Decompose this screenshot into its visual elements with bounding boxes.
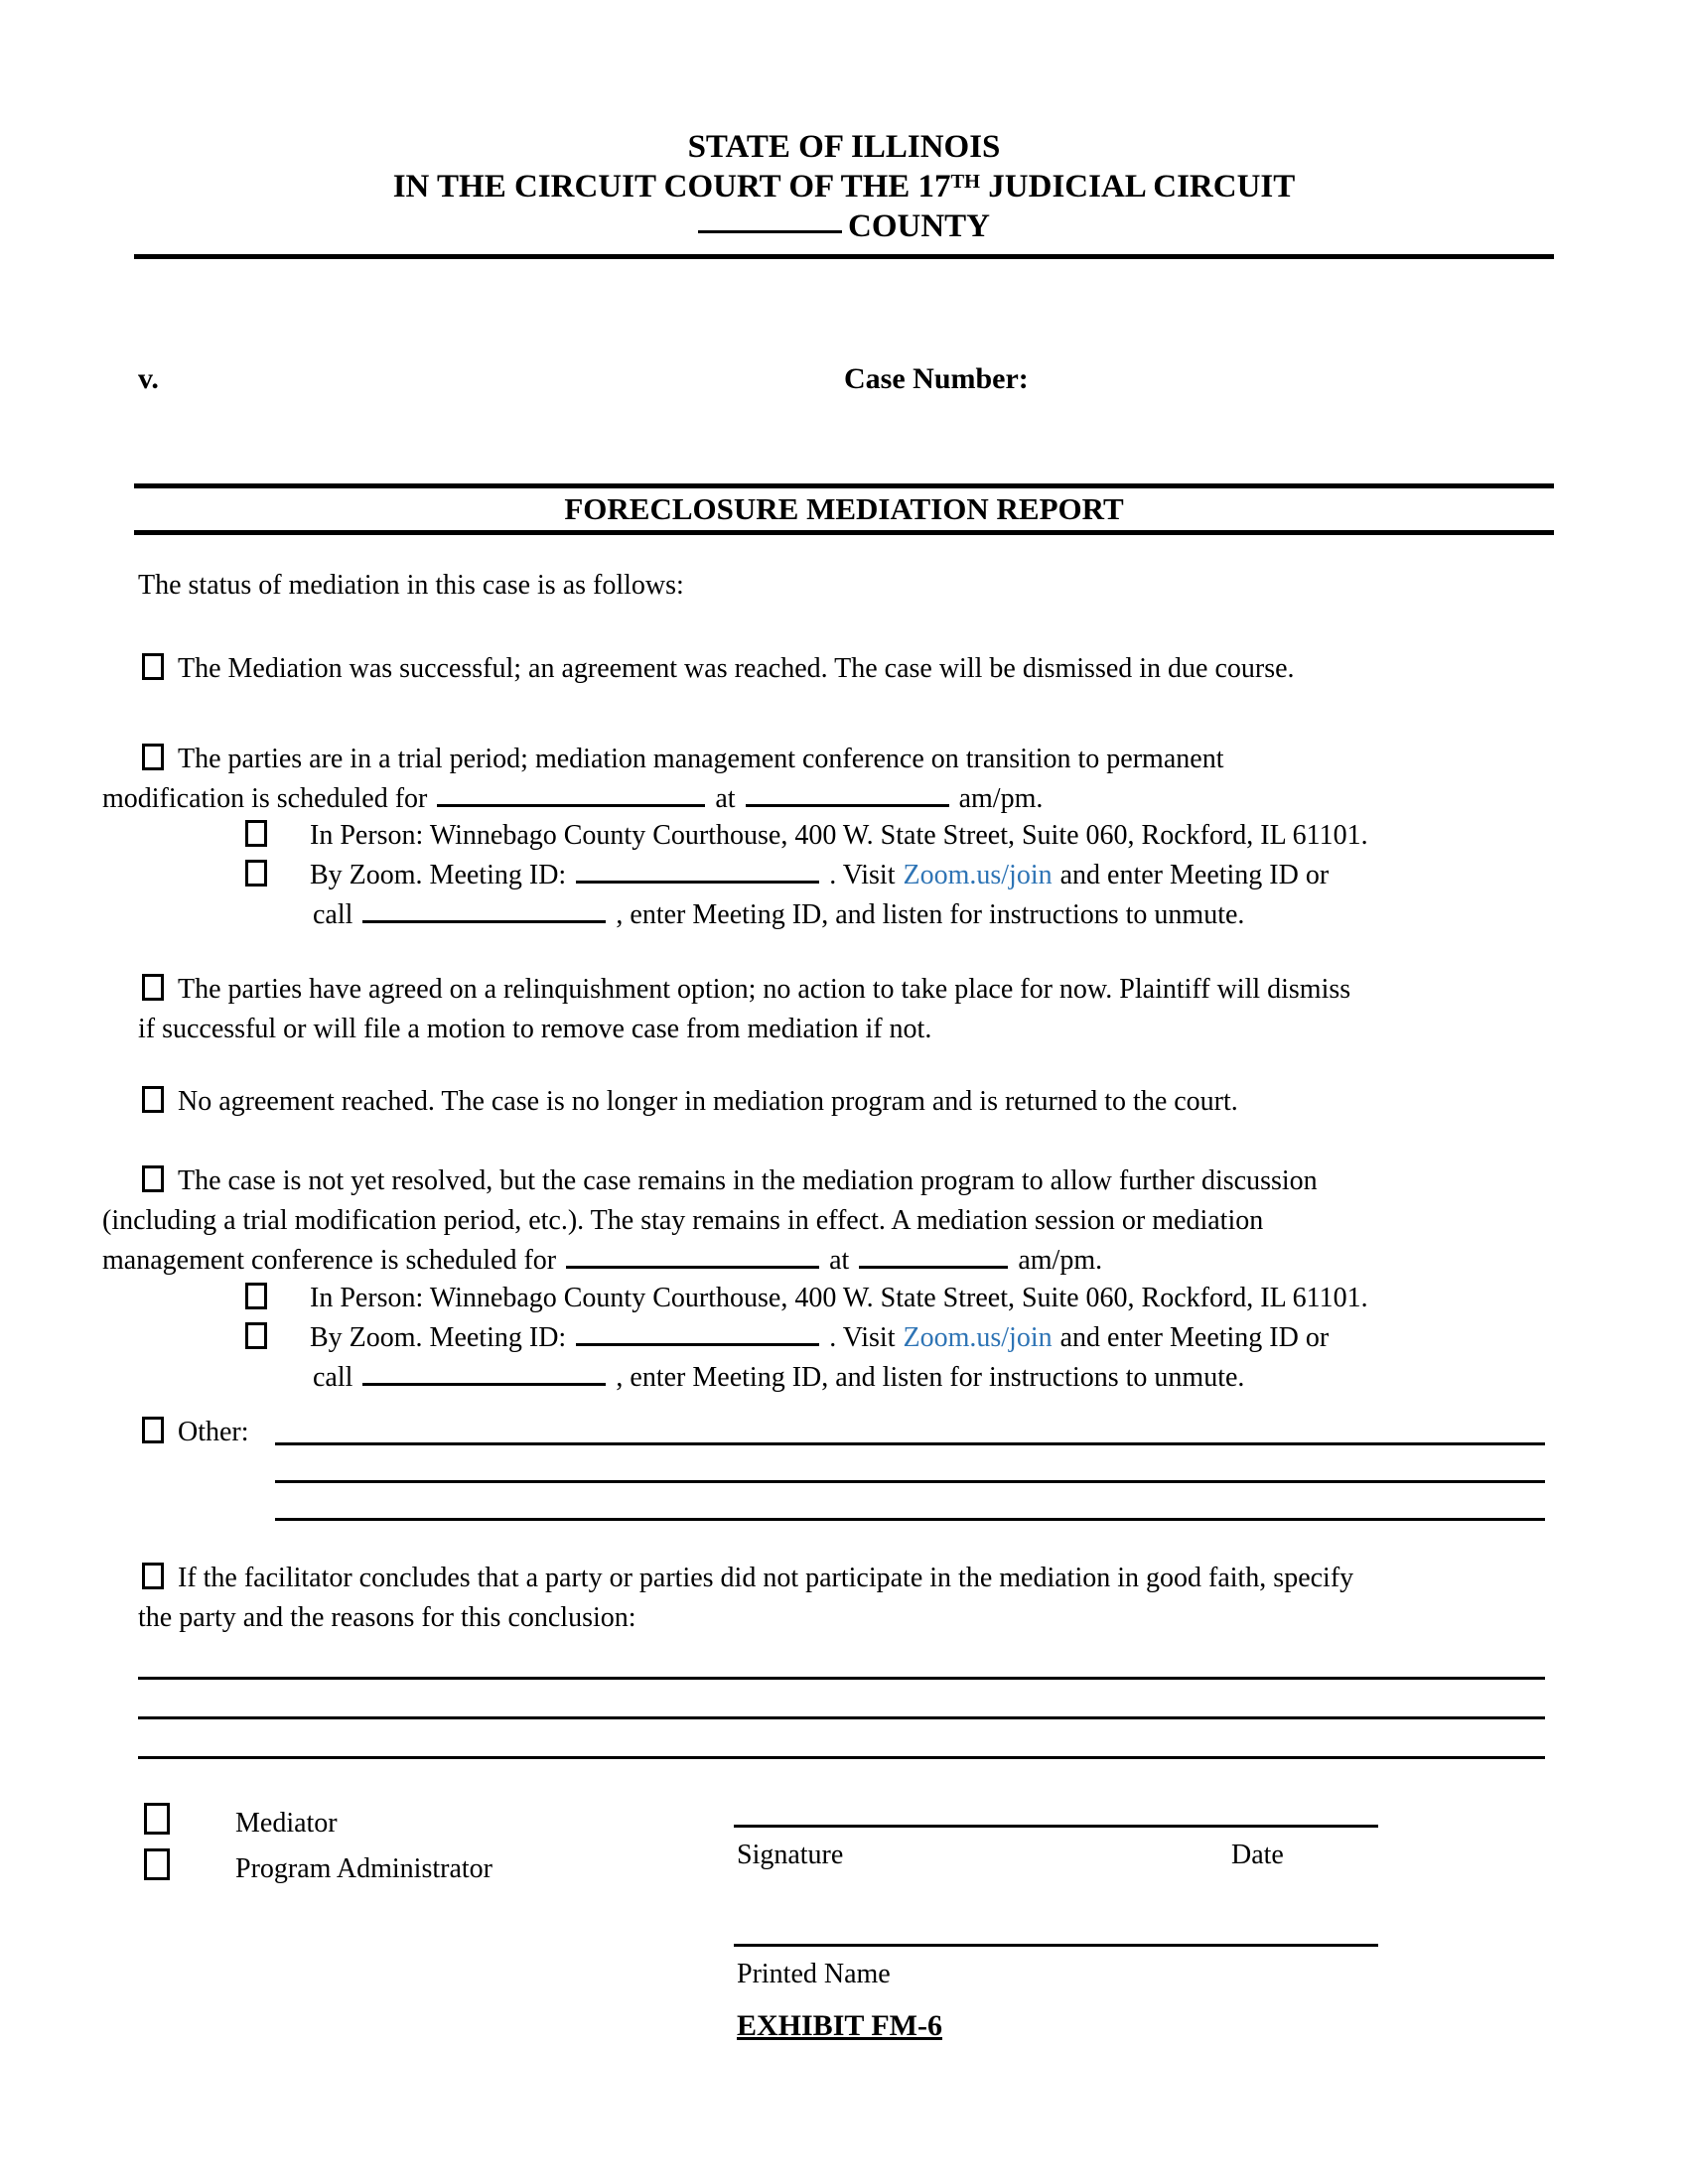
option-no-agreement-row [142, 1083, 1238, 1121]
option-trial-row [142, 741, 1223, 778]
header-court-post: JUDICIAL CIRCUIT [980, 169, 1296, 205]
good-faith-write-line-1[interactable] [138, 1677, 1545, 1680]
case-number-label: Case Number: [844, 362, 1029, 395]
trial-by-zoom-row [245, 857, 1329, 894]
zoom-join-link[interactable]: Zoom.us/join [903, 860, 1053, 890]
checkbox-successful-icon[interactable] [142, 653, 164, 680]
unresolved-zoom-post-text: and enter Meeting ID or [1059, 1322, 1330, 1353]
checkbox-other-icon[interactable] [142, 1417, 164, 1443]
printed-name-label: Printed Name [737, 1959, 891, 1989]
exhibit-label: EXHIBIT FM-6 [737, 2009, 942, 2042]
unresolved-call-post-text: , enter Meeting ID, and listen for instructions to unmute. [616, 1362, 1245, 1393]
zoom-join-link-2[interactable]: Zoom.us/join [903, 1322, 1053, 1353]
trial-call-post-text: , enter Meeting ID, and listen for instructions to unmute. [616, 899, 1245, 930]
trial-call-row [313, 896, 1244, 934]
trial-zoom-meeting-id-text: By Zoom. Meeting ID: [310, 860, 567, 890]
unresolved-time-blank[interactable] [859, 1242, 1008, 1269]
good-faith-line2: the party and the reasons for this conclusion: [138, 1602, 636, 1633]
versus-label: v. [138, 362, 159, 395]
checkbox-unresolved-in-person-icon[interactable] [245, 1283, 267, 1309]
unresolved-ampm-text: am/pm. [1018, 1245, 1103, 1276]
option-other-row [142, 1414, 249, 1451]
trial-date-blank[interactable] [437, 780, 705, 807]
good-faith-line1: If the facilitator concludes that a party or parties did not participate in the mediation in good faith, specify [178, 1563, 1354, 1593]
trial-at-text: at [715, 783, 736, 814]
county-name-blank[interactable] [698, 206, 842, 233]
option-no-agreement-text: No agreement reached. The case is no longer in mediation program and is returned to the court. [178, 1086, 1238, 1117]
mediator-label: Mediator [235, 1808, 338, 1839]
option-unresolved-line3 [102, 1242, 1102, 1280]
good-faith-row [142, 1560, 1353, 1597]
signature-line[interactable] [734, 1825, 1378, 1828]
option-unresolved-line1: The case is not yet resolved, but the case remains in the mediation program to allow further discussion [178, 1165, 1318, 1196]
checkbox-unresolved-by-zoom-icon[interactable] [245, 1322, 267, 1349]
option-successful-row [142, 650, 1295, 688]
trial-in-person-row [245, 817, 1368, 855]
unresolved-date-blank[interactable] [566, 1242, 819, 1269]
option-successful-text: The Mediation was successful; an agreement was reached. The case will be dismissed in due course. [178, 653, 1295, 684]
trial-zoom-post-text: and enter Meeting ID or [1059, 860, 1330, 890]
unresolved-call-number-blank[interactable] [362, 1359, 606, 1386]
trial-call-text: call [313, 899, 353, 930]
checkbox-program-administrator-icon[interactable] [144, 1848, 170, 1880]
unresolved-call-text: call [313, 1362, 353, 1393]
good-faith-write-line-2[interactable] [138, 1716, 1545, 1719]
unresolved-by-zoom-row [245, 1319, 1329, 1357]
checkbox-mediator-icon[interactable] [144, 1803, 170, 1835]
option-other-label: Other: [178, 1417, 249, 1447]
checkbox-unresolved-icon[interactable] [142, 1165, 164, 1192]
option-relinquishment-line1: The parties have agreed on a relinquishment option; no action to take place for now. Plaintiff will dismiss [178, 974, 1351, 1005]
program-administrator-row [144, 1848, 492, 1888]
checkbox-no-agreement-icon[interactable] [142, 1086, 164, 1113]
header-county-line [0, 206, 1688, 246]
signature-label: Signature [737, 1840, 844, 1870]
trial-scheduled-for-text: modification is scheduled for [102, 783, 428, 814]
checkbox-good-faith-icon[interactable] [142, 1563, 164, 1589]
checkbox-trial-by-zoom-icon[interactable] [245, 860, 267, 887]
option-relinquishment-row [142, 971, 1350, 1009]
intro-text: The status of mediation in this case is as follows: [138, 570, 684, 601]
unresolved-meeting-id-blank[interactable] [576, 1319, 819, 1346]
other-write-line-3[interactable] [275, 1518, 1545, 1521]
title-bottom-rule [134, 530, 1554, 535]
option-trial-line2 [102, 780, 1043, 818]
checkbox-relinquishment-icon[interactable] [142, 974, 164, 1001]
printed-name-line[interactable] [734, 1944, 1378, 1947]
option-unresolved-line2: (including a trial modification period, etc.). The stay remains in effect. A mediation session or mediation [102, 1205, 1264, 1236]
trial-meeting-id-blank[interactable] [576, 857, 819, 884]
unresolved-in-person-row [245, 1280, 1368, 1317]
form-title: FORECLOSURE MEDIATION REPORT [564, 491, 1124, 526]
trial-zoom-visit-text: . Visit [829, 860, 896, 890]
header-state: STATE OF ILLINOIS [687, 129, 1001, 165]
checkbox-trial-in-person-icon[interactable] [245, 820, 267, 847]
trial-ampm-text: am/pm. [958, 783, 1044, 814]
header-court-superscript: TH [950, 170, 981, 193]
option-trial-line1: The parties are in a trial period; mediation management conference on transition to permanent [178, 744, 1224, 774]
other-write-line-2[interactable] [275, 1480, 1545, 1483]
unresolved-at-text: at [829, 1245, 850, 1276]
header-court [0, 167, 1688, 210]
date-label: Date [1231, 1840, 1284, 1870]
header-county-label: COUNTY [847, 208, 990, 244]
mediator-row [144, 1803, 338, 1843]
unresolved-zoom-visit-text: . Visit [829, 1322, 896, 1353]
header-court-pre: IN THE CIRCUIT COURT OF THE 17 [392, 169, 951, 205]
trial-in-person-text: In Person: Winnebago County Courthouse, 400 W. State Street, Suite 060, Rockford, IL 61101. [310, 820, 1368, 851]
unresolved-scheduled-for-text: management conference is scheduled for [102, 1245, 557, 1276]
unresolved-call-row [313, 1359, 1244, 1397]
trial-time-blank[interactable] [746, 780, 949, 807]
program-administrator-label: Program Administrator [235, 1853, 492, 1884]
option-unresolved-row [142, 1162, 1318, 1200]
unresolved-in-person-text: In Person: Winnebago County Courthouse, 400 W. State Street, Suite 060, Rockford, IL 61101. [310, 1283, 1368, 1313]
other-write-line-1[interactable] [275, 1442, 1545, 1445]
checkbox-trial-icon[interactable] [142, 744, 164, 770]
trial-call-number-blank[interactable] [362, 896, 606, 923]
option-relinquishment-line2: if successful or will file a motion to remove case from mediation if not. [138, 1014, 932, 1044]
unresolved-zoom-meeting-id-text: By Zoom. Meeting ID: [310, 1322, 567, 1353]
good-faith-write-line-3[interactable] [138, 1756, 1545, 1759]
header-divider-rule [134, 254, 1554, 259]
